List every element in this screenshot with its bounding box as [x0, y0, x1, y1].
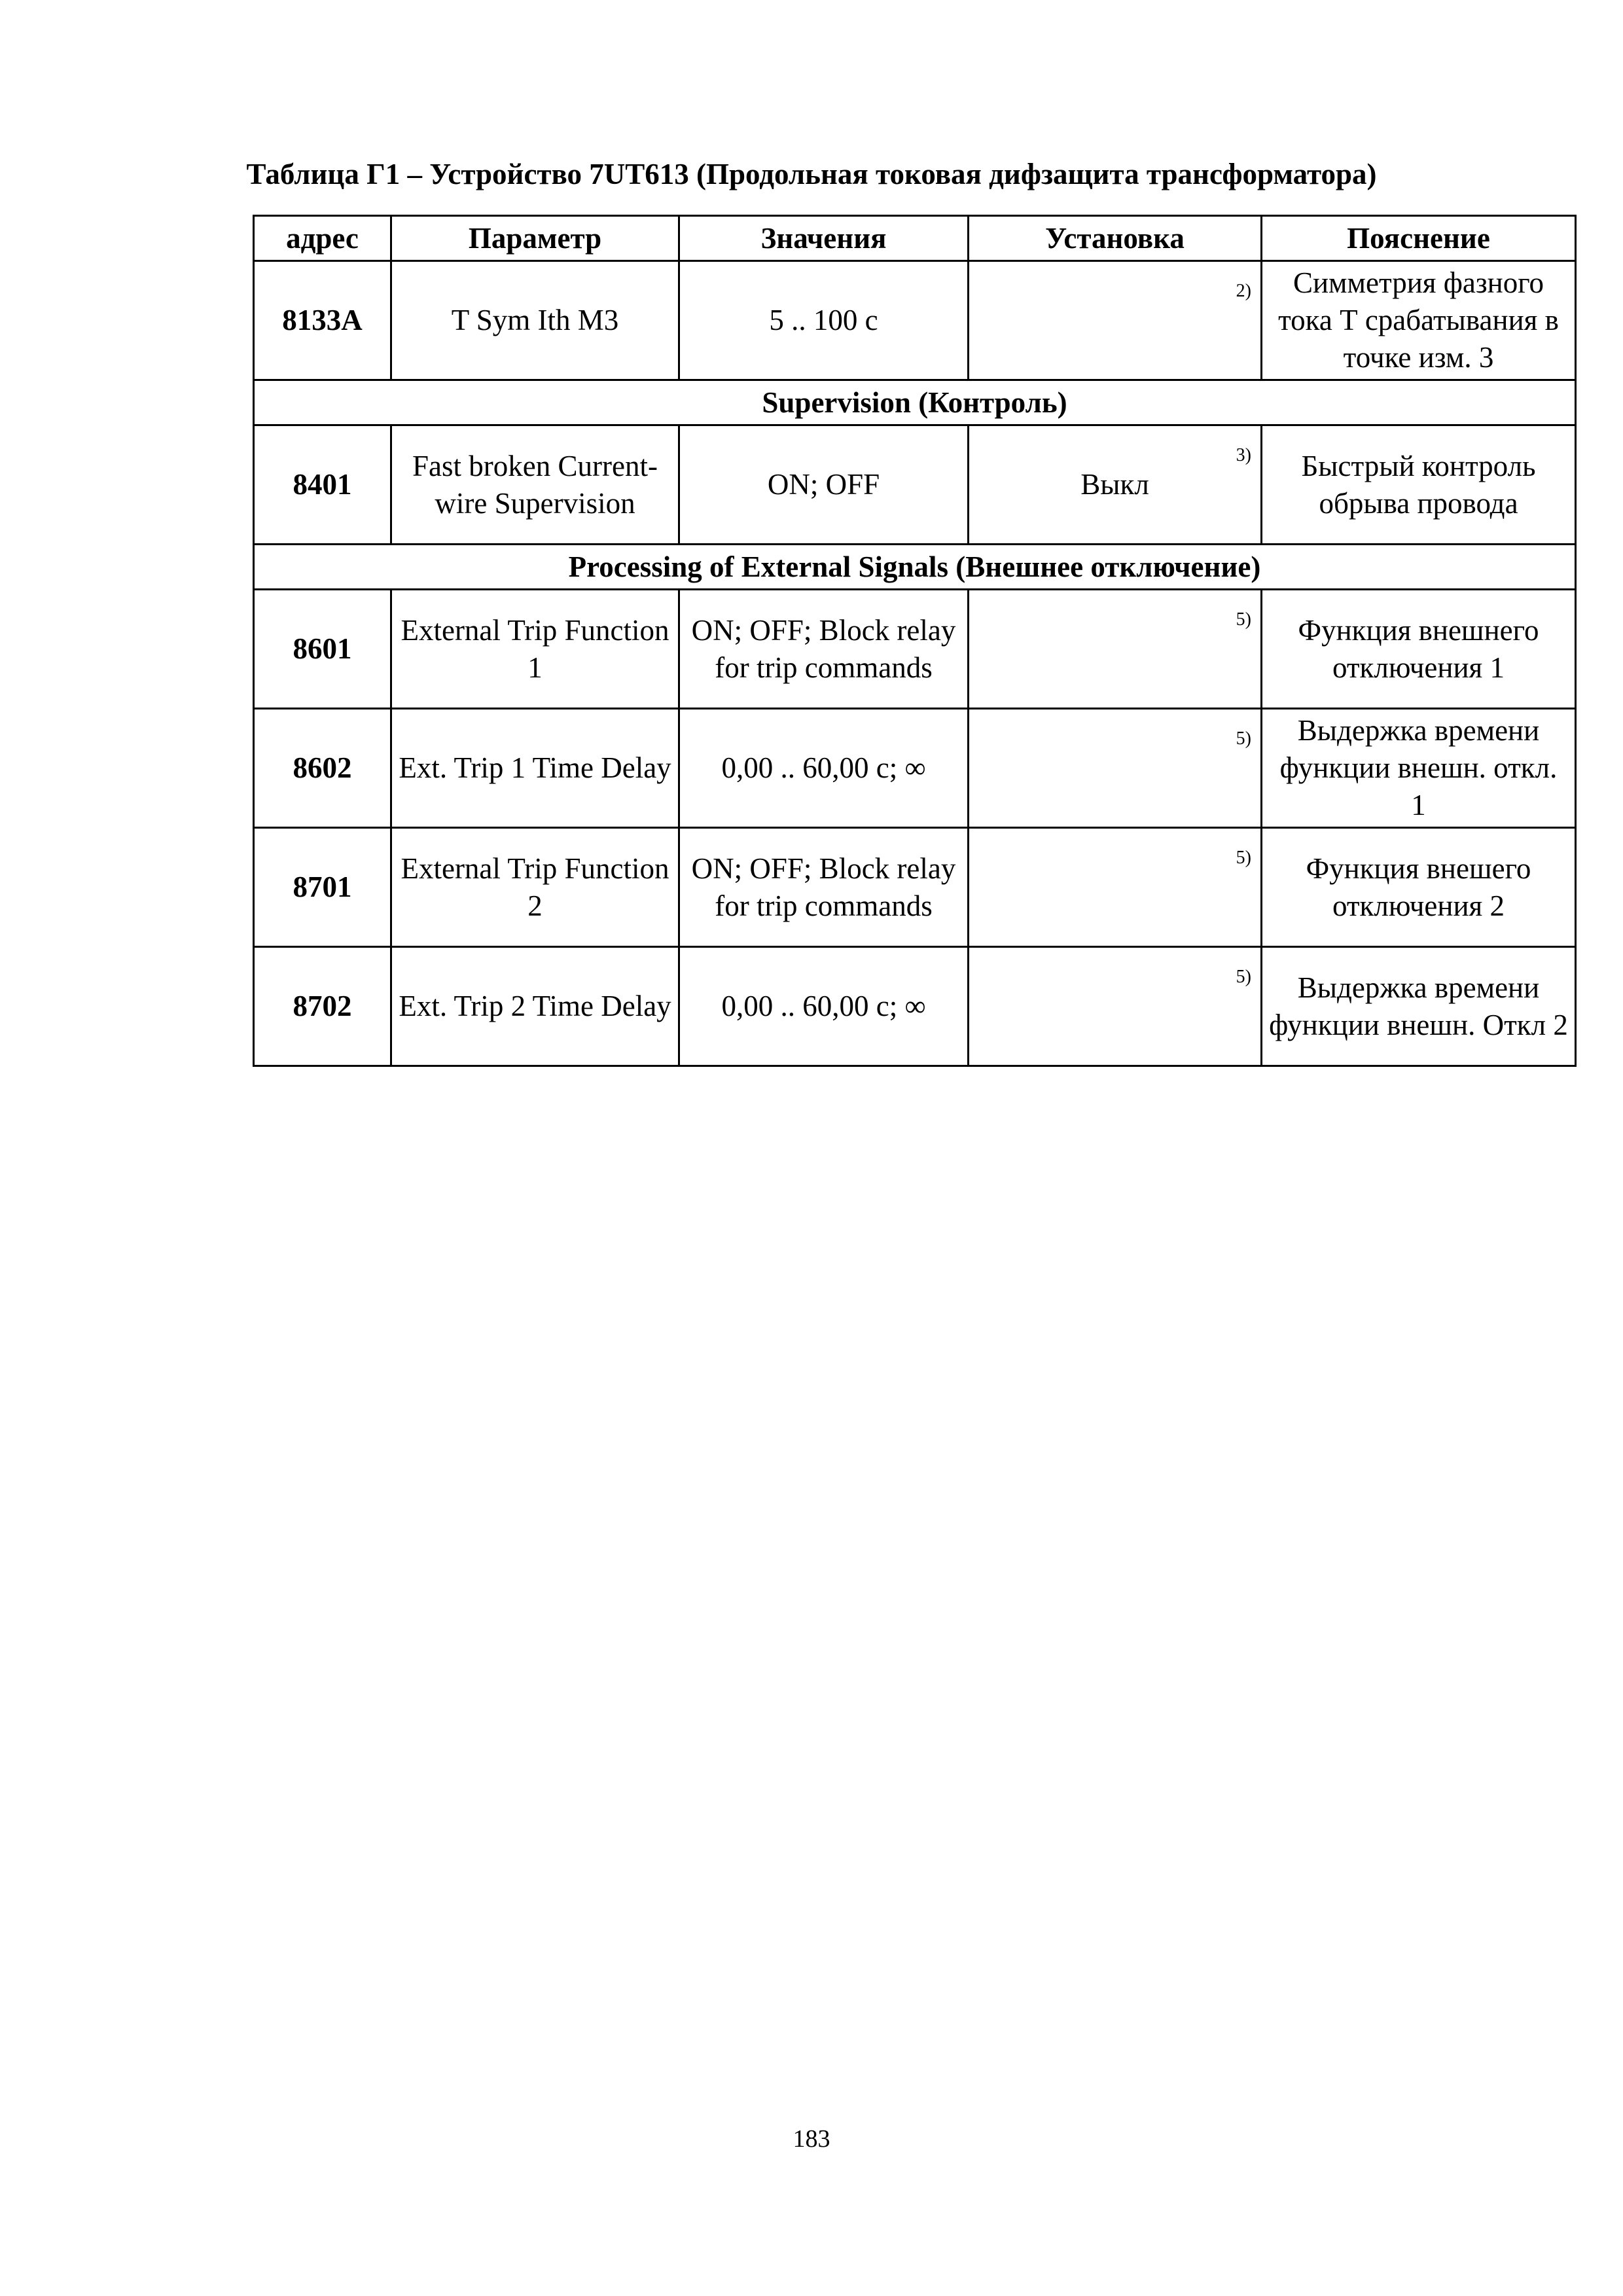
table-row [254, 947, 1576, 1066]
parameter-cell: Ext. Trip 1 Time Delay [391, 709, 679, 828]
parameter-cell: Ext. Trip 2 Time Delay [391, 947, 679, 1066]
values-cell: ON; OFF [679, 425, 969, 545]
table-row [254, 261, 1576, 380]
address-cell: 8133A [254, 261, 391, 380]
column-header-explanation: Пояснение [1262, 216, 1576, 261]
explanation-cell: Быстрый контроль обрыва провода [1262, 425, 1576, 545]
footnote-marker: 3) [1236, 445, 1251, 465]
address-cell: 8701 [254, 828, 391, 947]
parameters-table [253, 215, 1577, 1067]
parameter-cell: External Trip Function 1 [391, 590, 679, 709]
footnote-marker: 2) [1236, 281, 1251, 301]
values-cell: 5 .. 100 с [679, 261, 969, 380]
parameter-cell: T Sym Ith M3 [391, 261, 679, 380]
column-header-parameter: Параметр [391, 216, 679, 261]
section-title: Supervision (Контроль) [254, 380, 1576, 425]
column-header-setting: Установка [969, 216, 1262, 261]
explanation-cell: Выдержка времени функции внешн. откл. 1 [1262, 709, 1576, 828]
setting-cell [969, 590, 1262, 709]
values-cell: ON; OFF; Block relay for trip commands [679, 590, 969, 709]
table-row [254, 828, 1576, 947]
values-cell: 0,00 .. 60,00 с; ∞ [679, 947, 969, 1066]
section-row [254, 380, 1576, 425]
address-cell: 8601 [254, 590, 391, 709]
column-header-values: Значения [679, 216, 969, 261]
values-cell: 0,00 .. 60,00 с; ∞ [679, 709, 969, 828]
setting-cell [969, 947, 1262, 1066]
address-cell: 8602 [254, 709, 391, 828]
explanation-cell: Функция внешнего отключения 1 [1262, 590, 1576, 709]
setting-cell [969, 828, 1262, 947]
setting-cell [969, 709, 1262, 828]
table-row [254, 425, 1576, 545]
section-row [254, 545, 1576, 590]
footnote-marker: 5) [1236, 967, 1251, 987]
column-header-address: адрес [254, 216, 391, 261]
table-row [254, 590, 1576, 709]
address-cell: 8401 [254, 425, 391, 545]
setting-cell [969, 425, 1262, 545]
values-cell: ON; OFF; Block relay for trip commands [679, 828, 969, 947]
explanation-cell: Симметрия фазного тока Т срабатывания в точке изм. 3 [1262, 261, 1576, 380]
parameter-cell: Fast broken Current-wire Supervision [391, 425, 679, 545]
table-header-row [254, 216, 1576, 261]
address-cell: 8702 [254, 947, 391, 1066]
setting-value: Выкл [1080, 468, 1149, 501]
footnote-marker: 5) [1236, 609, 1251, 630]
explanation-cell: Функция внешего отключения 2 [1262, 828, 1576, 947]
parameter-cell: External Trip Function 2 [391, 828, 679, 947]
table-caption: Таблица Г1 – Устройство 7UT613 (Продольная токовая дифзащита трансформатора) [246, 158, 1377, 190]
footnote-marker: 5) [1236, 848, 1251, 868]
setting-cell [969, 261, 1262, 380]
table-row [254, 709, 1576, 828]
page-number: 183 [793, 2125, 830, 2153]
explanation-cell: Выдержка времени функции внешн. Откл 2 [1262, 947, 1576, 1066]
section-title: Processing of External Signals (Внешнее отключение) [254, 545, 1576, 590]
footnote-marker: 5) [1236, 728, 1251, 749]
